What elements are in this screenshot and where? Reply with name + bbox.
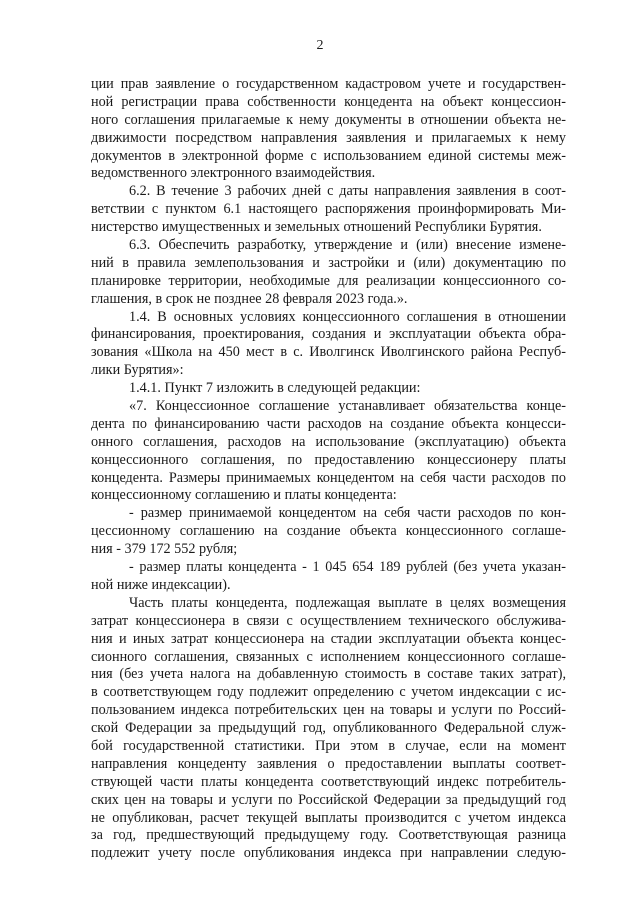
text-line: ствующей части платы концедента соответствующий индекс потребитель- xyxy=(91,773,566,790)
text-line: ного соглашения прилагаемые к нему документы в отношении объекта не- xyxy=(91,111,566,128)
text-line: движимости посредством направления заявления и прилагаемых к нему xyxy=(91,129,566,146)
text-line: дента по финансированию части расходов на создание объекта концесси- xyxy=(91,415,566,432)
text-line: ведомственного электронного взаимодействия. xyxy=(91,165,376,182)
text-line: концессионного соглашения, по предоставлению концессионеру платы xyxy=(91,451,566,468)
text-line: ний в правила землепользования и застройки и (или) документацию по xyxy=(91,254,566,271)
text-line: за год, предшествующий предыдущему году. Соответствующая разница xyxy=(91,827,566,844)
text-line: 1.4.1. Пункт 7 изложить в следующей редакции: xyxy=(129,380,421,397)
text-line: пользованием индекса потребительских цен на товары и услуги по Россий- xyxy=(91,702,566,719)
text-line: ной регистрации права собственности концедента на объект концессион- xyxy=(91,93,566,110)
text-line: не опубликован, расчет текущей выплаты производится с учетом индекса xyxy=(91,809,566,826)
text-line: концедента. Размеры принимаемых концедентом на себя части расходов по xyxy=(91,469,566,486)
text-line: 6.2. В течение 3 рабочих дней с даты направления заявления в соот- xyxy=(129,183,566,200)
text-line: в соответствующем году подлежит определению с учетом индексации с ис- xyxy=(91,684,566,701)
text-line: нистерство имущественных и земельных отношений Республики Бурятия. xyxy=(91,219,542,236)
text-line: ветствии с пунктом 6.1 настоящего распоряжения проинформировать Ми- xyxy=(91,201,566,218)
text-line: - размер принимаемой концедентом на себя части расходов по кон- xyxy=(129,505,566,522)
text-line: «7. Концессионное соглашение устанавливает обязательства конце- xyxy=(129,398,566,415)
text-line: направления концеденту заявления о предоставлении выплаты соответ- xyxy=(91,755,566,772)
text-line: глашения, в срок не позднее 28 февраля 2023 года.». xyxy=(91,290,408,307)
text-line: лики Бурятия»: xyxy=(91,362,184,379)
text-line: онного соглашения, расходов на использование (эксплуатацию) объекта xyxy=(91,433,566,450)
text-line: цессионному соглашению на создание объекта концессионного соглаше- xyxy=(91,523,566,540)
text-line: 6.3. Обеспечить разработку, утверждение и (или) внесение измене- xyxy=(129,237,566,254)
text-line: ния и иных затрат концессионера на стадии эксплуатации объекта концес- xyxy=(91,630,566,647)
text-line: ния (без учета налога на добавленную стоимость в составе таких затрат), xyxy=(91,666,566,683)
text-line: ции прав заявление о государственном кадастровом учете и государствен- xyxy=(91,76,566,92)
text-line: ских цен на товары и услуги по Российской Федерации за предыдущий год xyxy=(91,791,566,808)
text-line: Часть платы концедента, подлежащая выплате в целях возмещения xyxy=(129,594,566,611)
text-line: ской Федерации за предыдущий год, опубликованного Федеральной служ- xyxy=(91,720,566,737)
text-line: концессионному соглашению и платы концедента: xyxy=(91,487,397,504)
text-line: планировке территории, необходимые для реализации концессионного со- xyxy=(91,272,566,289)
text-line: ния - 379 172 552 рубля; xyxy=(91,541,238,558)
text-line: документов в электронной форме с использованием единой системы меж- xyxy=(91,147,566,164)
text-line: подлежит учету после опубликования индекса при направлении следую- xyxy=(91,845,566,862)
text-line: бой государственной статистики. При этом в случае, если на момент xyxy=(91,737,566,754)
text-line: финансирования, проектирования, создания и эксплуатации объекта обра- xyxy=(91,326,566,343)
page-number: 2 xyxy=(316,38,324,53)
text-line: затрат концессионера в связи с осуществлением технического обслужива- xyxy=(91,612,566,629)
text-line: - размер платы концедента - 1 045 654 189 рублей (без учета указан- xyxy=(129,559,566,576)
text-line: сионного соглашения, связанных с исполнением концессионного соглаше- xyxy=(91,648,566,665)
text-line: 1.4. В основных условиях концессионного соглашения в отношении xyxy=(129,308,566,325)
text-line: зования «Школа на 450 мест в с. Иволгинск Иволгинского района Респуб- xyxy=(91,344,566,361)
document-body xyxy=(91,76,566,863)
text-line: ной ниже индексации). xyxy=(91,576,231,593)
